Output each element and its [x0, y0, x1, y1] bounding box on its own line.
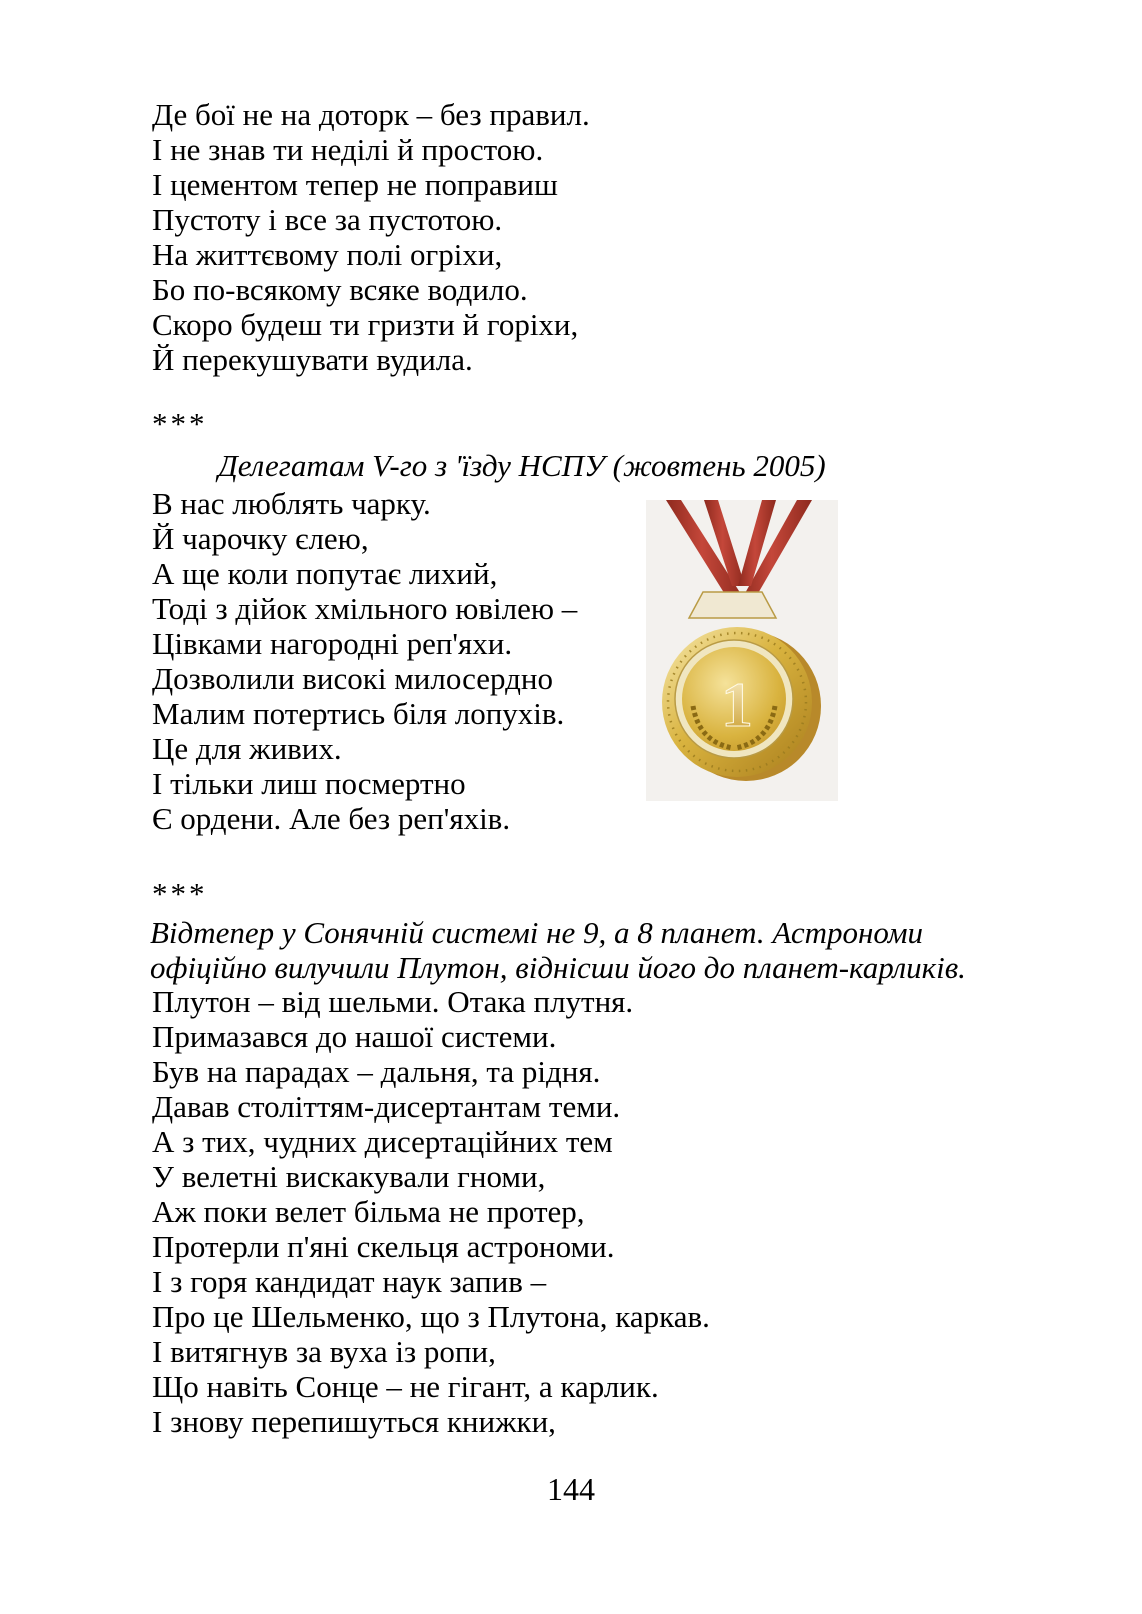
poem-line: Що навіть Сонце – не гігант, а карлик. [152, 1369, 659, 1404]
poem-line: У велетні вискакували гноми, [152, 1159, 546, 1194]
poem-line: І витягнув за вуха із ропи, [152, 1334, 496, 1369]
poem-line: Пустоту і все за пустотою. [152, 202, 503, 237]
stanza-separator-1: *** [152, 406, 208, 441]
poem-line: Й чарочку єлею, [152, 521, 369, 556]
poem-stanza-1 [152, 97, 590, 377]
poem-stanza-3 [152, 984, 710, 1439]
poem-line: Де бої не на доторк – без правил. [152, 97, 590, 132]
poem-line: А з тих, чудних дисертаційних тем [152, 1124, 613, 1159]
poem-line: Був на парадах – дальня, та рідня. [152, 1054, 601, 1089]
medal-number: 1 [721, 669, 753, 740]
poem-epigraph [150, 915, 966, 985]
poem-stanza-2 [152, 486, 577, 836]
poem-line: І знову перепишуться книжки, [152, 1404, 556, 1439]
poem-line: Цівками нагородні реп'яхи. [152, 626, 513, 661]
epigraph-line: Відтепер у Сонячній системі не 9, а 8 планет. Астрономи [150, 915, 924, 950]
gold-medal-first-place-icon [646, 500, 838, 801]
poem-line: Про це Шельменко, що з Плутона, каркав. [152, 1299, 710, 1334]
poem-line: І тільки лиш посмертно [152, 766, 466, 801]
stanza-separator-2: *** [152, 876, 208, 911]
poem-line: Малим потертись біля лопухів. [152, 696, 565, 731]
page-number: 144 [547, 1471, 595, 1507]
poem-line: Бо по-всякому всяке водило. [152, 272, 528, 307]
poem-line: Скоро будеш ти гризти й горіхи, [152, 307, 579, 342]
poem-line: В нас люблять чарку. [152, 486, 431, 521]
poem-line: Й перекушувати вудила. [152, 342, 473, 377]
poem-line: Є ордени. Але без реп'яхів. [152, 801, 511, 836]
poem-line: Це для живих. [152, 731, 342, 766]
poem-line: Примазався до нашої системи. [152, 1019, 557, 1054]
poem-line: Протерли п'яні скельця астрономи. [152, 1229, 615, 1264]
poem-line: Давав століттям-дисертантам теми. [152, 1089, 621, 1124]
medal-photo [646, 500, 838, 801]
poem-line: Тоді з дійок хмільного ювілею – [152, 591, 578, 626]
poem-dedication: Делегатам V-го з 'їзду НСПУ (жовтень 2005) [218, 448, 826, 483]
poem-line: На життєвому полі огріхи, [152, 237, 503, 272]
poem-line: А ще коли попутає лихий, [152, 556, 498, 591]
poem-line: І цементом тепер не поправиш [152, 167, 558, 202]
poem-line: Плутон – від шельми. Отака плутня. [152, 984, 634, 1019]
epigraph-line: офіційно вилучили Плутон, віднісши його до планет-карликів. [150, 950, 966, 985]
poem-line: І не знав ти неділі й простою. [152, 132, 544, 167]
poem-line: І з горя кандидат наук запив – [152, 1264, 547, 1299]
poem-line: Аж поки велет більма не протер, [152, 1194, 585, 1229]
poem-line: Дозволили високі милосердно [152, 661, 553, 696]
